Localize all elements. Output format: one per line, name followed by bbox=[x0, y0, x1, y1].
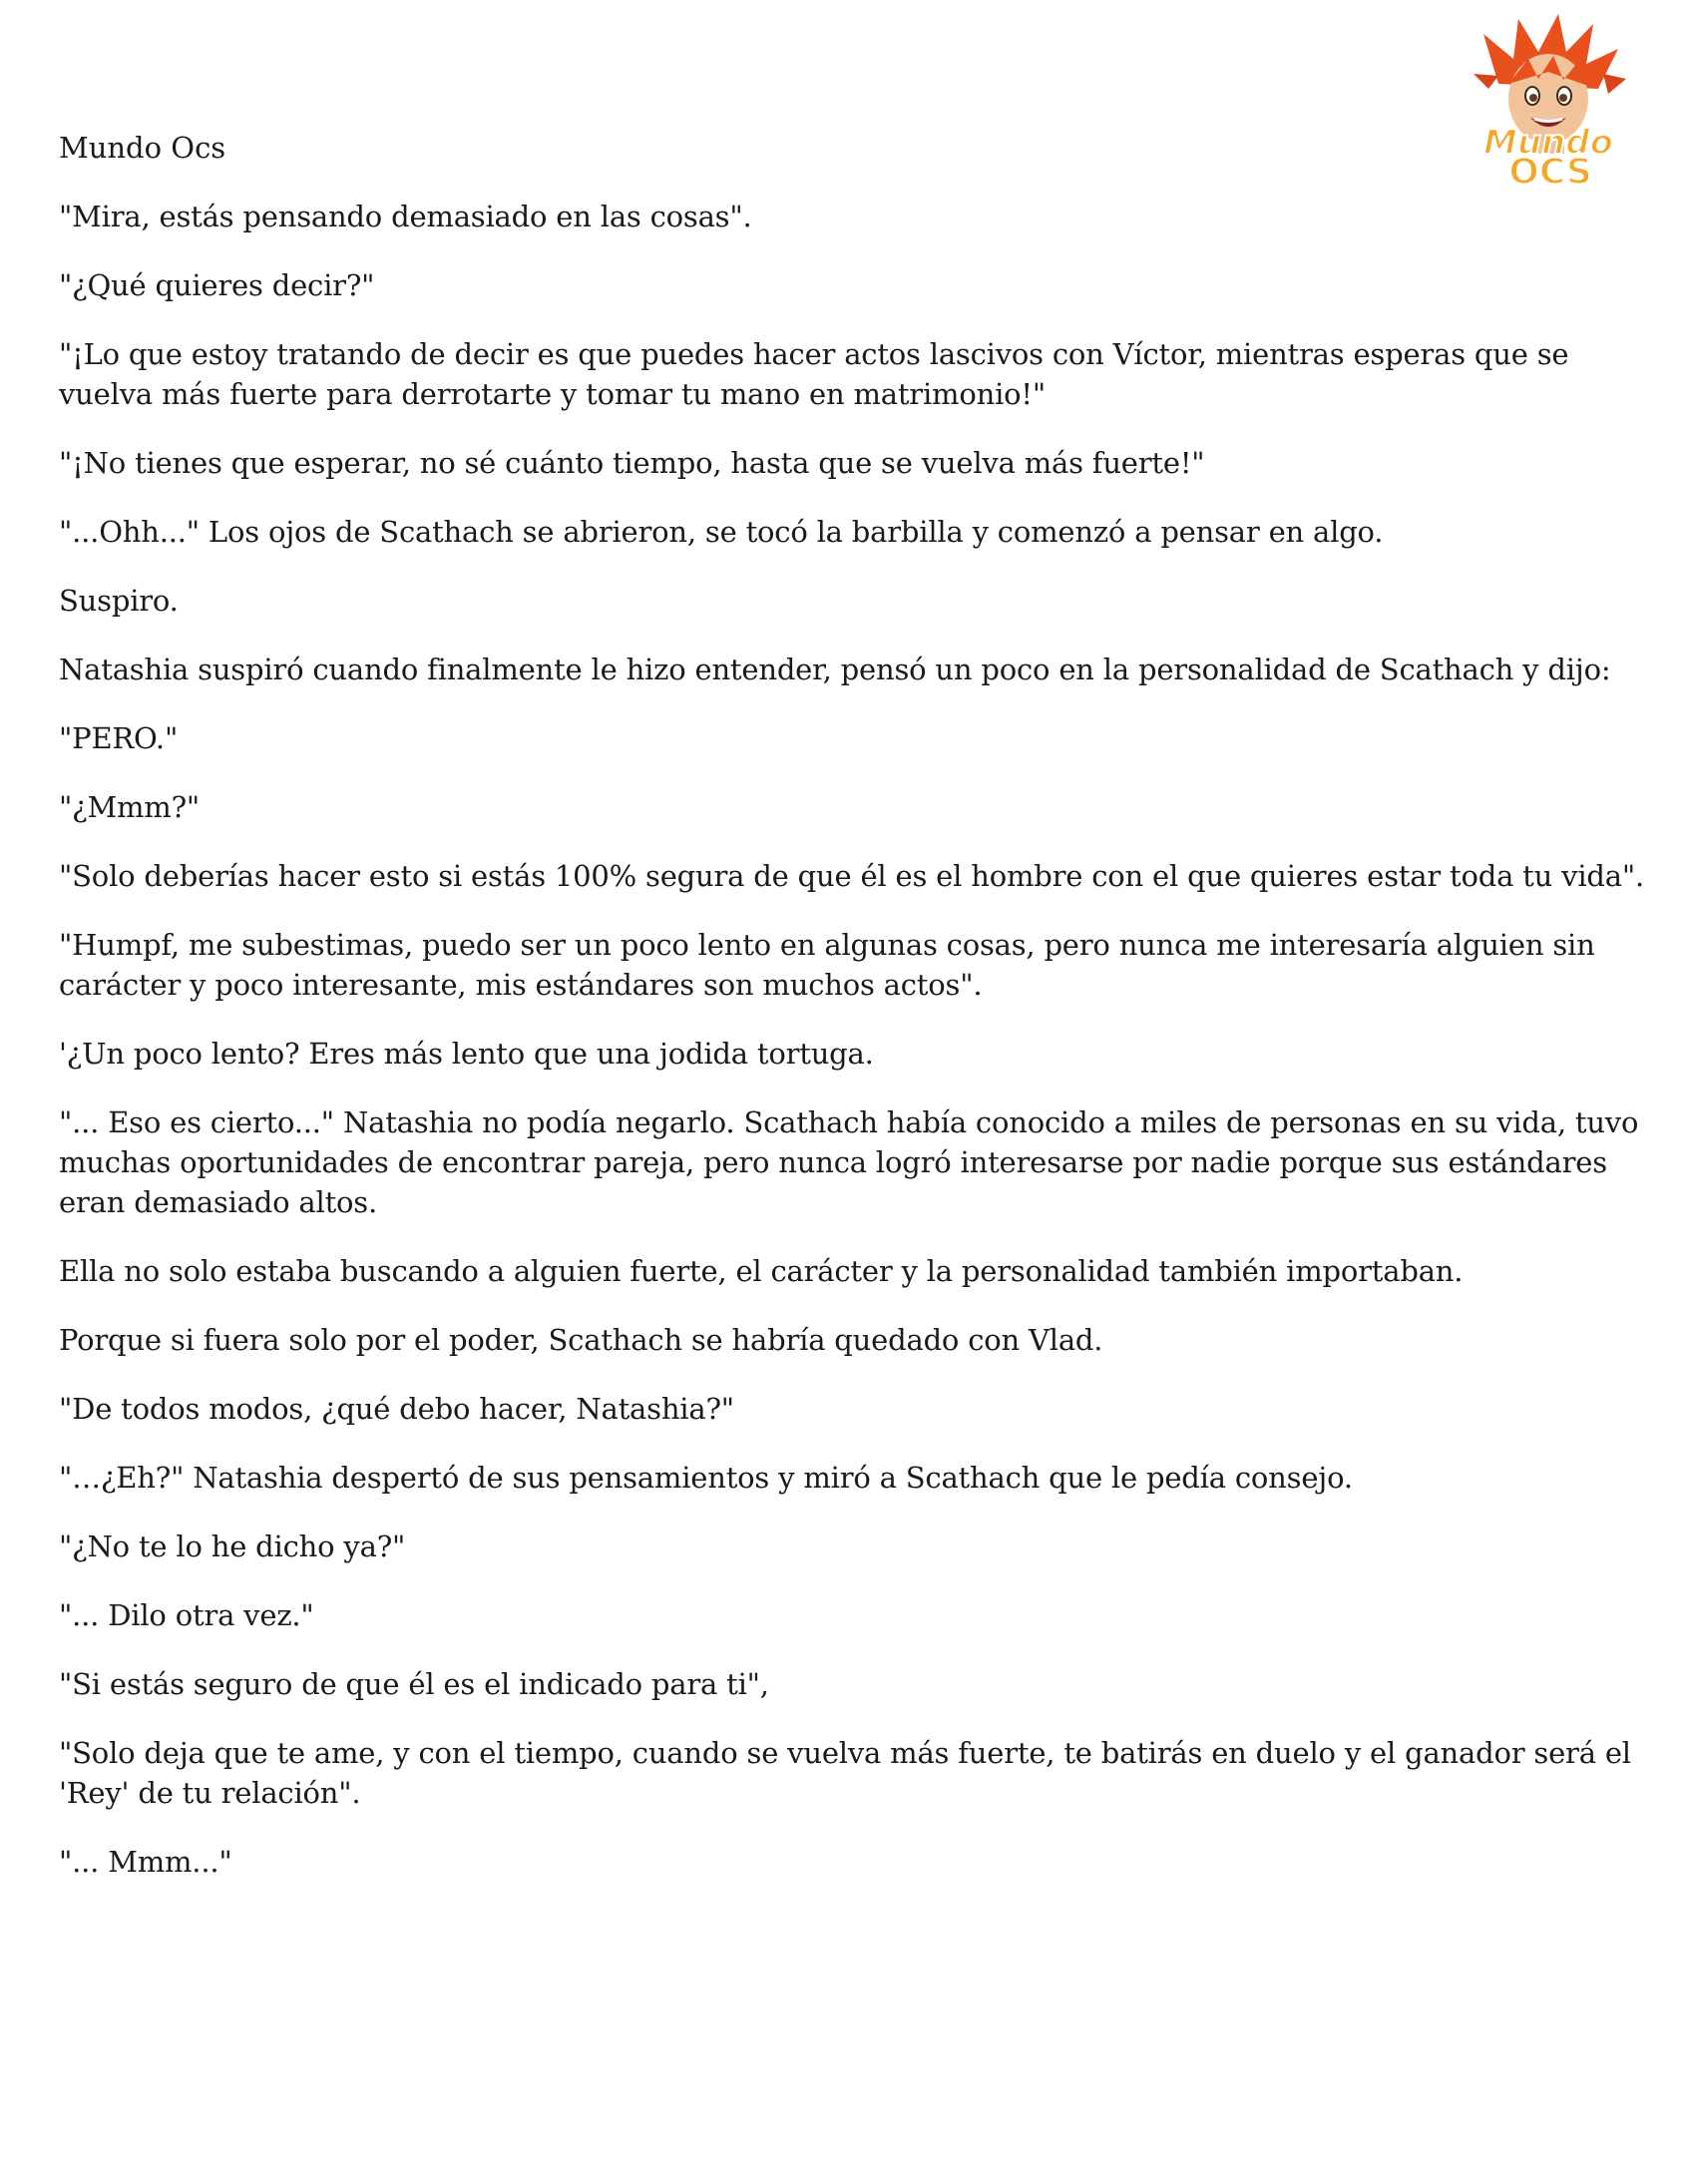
paragraph: "De todos modos, ¿qué debo hacer, Natashia?" bbox=[59, 1392, 734, 1426]
site-name: Mundo Ocs bbox=[59, 131, 226, 165]
paragraph: "Mira, estás pensando demasiado en las cosas". bbox=[59, 200, 752, 233]
paragraph: "... Dilo otra vez." bbox=[59, 1598, 314, 1632]
paragraph: Ella no solo estaba buscando a alguien fuerte, el carácter y la personalidad también importaban. bbox=[59, 1254, 1464, 1288]
paragraph: "¿No te lo he dicho ya?" bbox=[59, 1529, 406, 1563]
paragraph: "¿Mmm?" bbox=[59, 790, 201, 824]
paragraph: '¿Un poco lento? Eres más lento que una jodida tortuga. bbox=[59, 1037, 874, 1071]
paragraph: "¡Lo que estoy tratando de decir es que puedes hacer actos lascivos con Víctor, mientras esperas que se vuelva más fuerte para derrotarte y tomar tu mano en matrimonio!" bbox=[59, 337, 1569, 411]
paragraph: "…¿Eh?" Natashia despertó de sus pensamientos y miró a Scathach que le pedía consejo. bbox=[59, 1461, 1353, 1495]
paragraph: "Solo deja que te ame, y con el tiempo, cuando se vuelva más fuerte, te batirás en duelo y el ganador será el 'Rey' de tu relación". bbox=[59, 1736, 1631, 1810]
paragraph: Natashia suspiró cuando finalmente le hizo entender, pensó un poco en la personalidad de Scathach y dijo: bbox=[59, 653, 1611, 686]
paragraph: "... Mmm..." bbox=[59, 1845, 232, 1879]
paragraph: "Si estás seguro de que él es el indicado para ti", bbox=[59, 1667, 769, 1701]
paragraph: Porque si fuera solo por el poder, Scathach se habría quedado con Vlad. bbox=[59, 1323, 1103, 1357]
document-body bbox=[59, 128, 1645, 1911]
paragraph: Suspiro. bbox=[59, 584, 179, 618]
paragraph: "... Eso es cierto..." Natashia no podía negarlo. Scathach había conocido a miles de personas en su vida, tuvo muchas oportunidades de encontrar pareja, pero nunca logró interesarse por nadie porque sus estándares eran demasiado altos. bbox=[59, 1105, 1639, 1219]
paragraph: "¿Qué quieres decir?" bbox=[59, 268, 375, 302]
svg-text:Mundo: Mundo bbox=[1483, 123, 1613, 163]
paragraph: "Solo deberías hacer esto si estás 100% segura de que él es el hombre con el que quieres estar toda tu vida". bbox=[59, 859, 1645, 893]
paragraph: "¡No tienes que esperar, no sé cuánto tiempo, hasta que se vuelva más fuerte!" bbox=[59, 446, 1205, 480]
svg-text:OCS: OCS bbox=[1508, 152, 1592, 189]
paragraph: "PERO." bbox=[59, 721, 179, 755]
paragraph: "Humpf, me subestimas, puedo ser un poco lento en algunas cosas, pero nunca me interesaría alguien sin carácter y poco interesante, mis estándares son muchos actos". bbox=[59, 928, 1595, 1002]
paragraph: "...Ohh..." Los ojos de Scathach se abrieron, se tocó la barbilla y comenzó a pensar en algo. bbox=[59, 515, 1384, 549]
